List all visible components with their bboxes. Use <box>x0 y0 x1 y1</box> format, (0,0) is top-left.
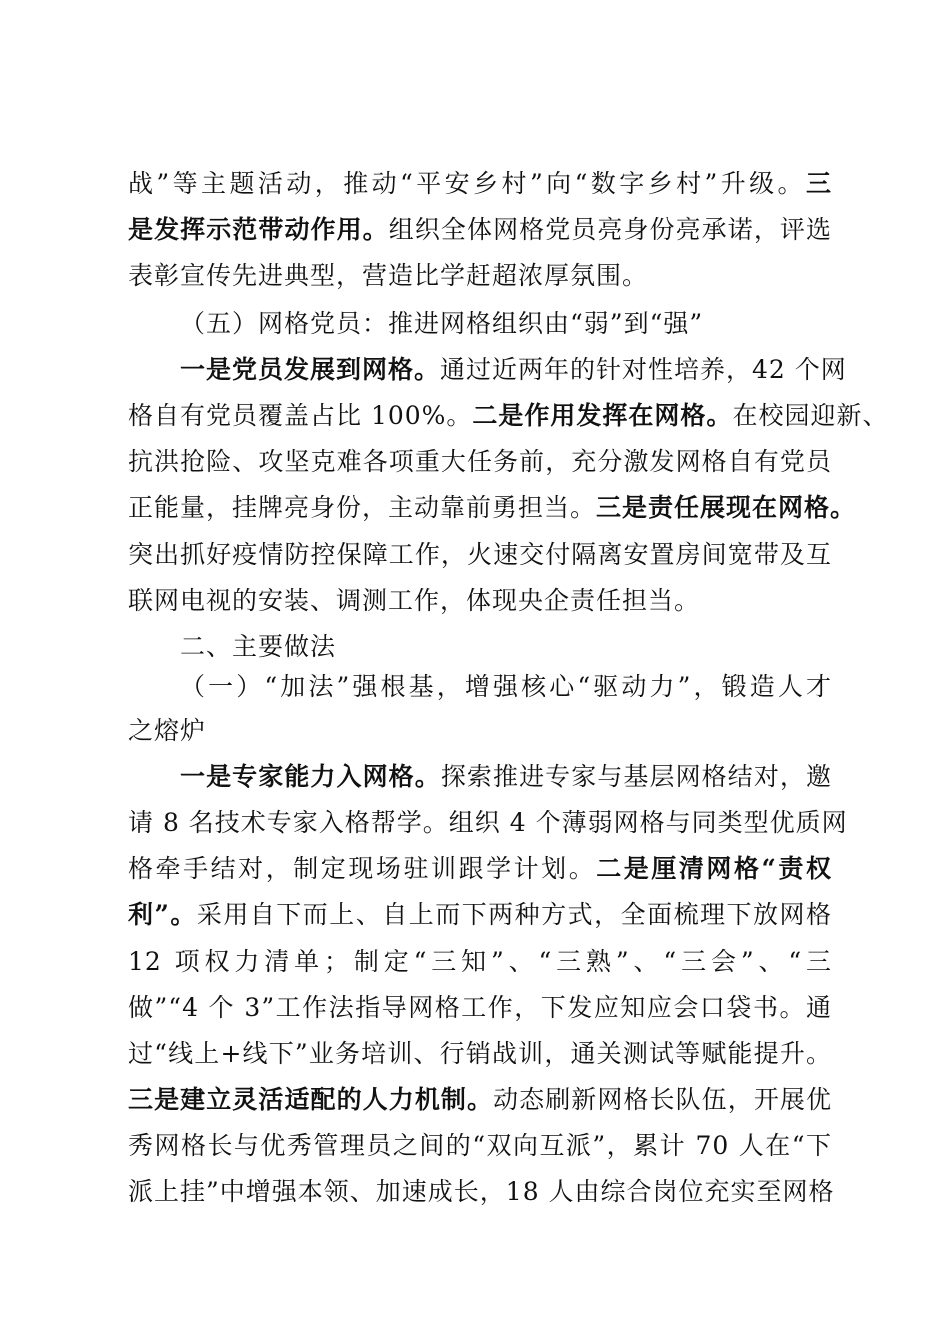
text-line <box>180 625 832 669</box>
text-run: 过“线上+线下”业务培训、行销战训，通关测试等赋能提升。 <box>128 1039 832 1068</box>
text-line <box>128 940 832 984</box>
text-line <box>128 162 832 206</box>
text-run: 12 项权力清单；制定“三知”、“三熟”、“三会”、“三 <box>128 947 832 976</box>
text-run: 二、主要做法 <box>180 632 337 661</box>
text-run: 探索推进专家与基层网格结对，邀 <box>440 762 832 791</box>
text-line <box>128 254 832 298</box>
text-run: 在校园迎新、 <box>732 401 889 430</box>
bold-text-run: 三是责任展现在网格。 <box>596 493 857 522</box>
text-line <box>128 1078 832 1122</box>
text-run: 战”等主题活动，推动“平安乡村”向“数字乡村”升级。 <box>128 169 806 198</box>
text-line <box>128 486 857 530</box>
text-line <box>180 302 832 346</box>
text-run: 之熔炉 <box>128 716 207 745</box>
text-run: 做”“4 个 3”工作法指导网格工作，下发应知应会口袋书。通 <box>128 993 832 1022</box>
text-run: 通过近两年的针对性培养，42 个网 <box>440 355 847 384</box>
text-line <box>128 709 832 753</box>
text-run: （五）网格党员：推进网格组织由“弱”到“强” <box>180 309 704 338</box>
text-run: （一）“加法”强根基，增强核心“驱动力”，锻造人才 <box>180 672 832 701</box>
bold-text-run: 三是建立灵活适配的人力机制。 <box>128 1085 494 1114</box>
text-line <box>128 1124 832 1168</box>
text-run: 格自有党员覆盖占比 100%。 <box>128 401 473 430</box>
text-line <box>180 665 832 709</box>
text-line <box>128 208 832 252</box>
text-line <box>128 893 832 937</box>
text-line <box>128 801 848 845</box>
bold-text-run: 是发挥示范带动作用。 <box>128 215 389 244</box>
text-line <box>128 1170 835 1214</box>
text-run: 秀网格长与优秀管理员之间的“双向互派”，累计 70 人在“下 <box>128 1131 832 1160</box>
bold-text-run: 利”。 <box>128 900 197 929</box>
bold-text-run: 三 <box>805 169 832 198</box>
text-run: 派上挂”中增强本领、加速成长，18 人由综合岗位充实至网格 <box>128 1177 835 1206</box>
text-run: 抗洪抢险、攻坚克难各项重大任务前，充分激发网格自有党员 <box>128 447 832 476</box>
text-run: 请 8 名技术专家入格帮学。组织 4 个薄弱网格与同类型优质网 <box>128 808 848 837</box>
text-run: 采用自下而上、自上而下两种方式，全面梳理下放网格 <box>196 900 832 929</box>
text-line <box>128 533 832 577</box>
text-line <box>128 986 832 1030</box>
text-run: 联网电视的安装、调测工作，体现央企责任担当。 <box>128 586 701 615</box>
text-line <box>128 440 832 484</box>
text-run: 正能量，挂牌亮身份，主动靠前勇担当。 <box>128 493 597 522</box>
text-run: 动态刷新网格长队伍，开展优 <box>493 1085 832 1114</box>
text-run: 突出抓好疫情防控保障工作，火速交付隔离安置房间宽带及互 <box>128 540 832 569</box>
bold-text-run: 二是厘清网格“责权 <box>596 854 832 883</box>
bold-text-run: 二是作用发挥在网格。 <box>472 401 733 430</box>
text-run: 表彰宣传先进典型，营造比学赶超浓厚氛围。 <box>128 261 649 290</box>
bold-text-run: 一是专家能力入网格。 <box>180 762 441 791</box>
text-line <box>128 1032 832 1076</box>
text-line <box>128 579 832 623</box>
bold-text-run: 一是党员发展到网格。 <box>180 355 441 384</box>
text-line <box>180 755 832 799</box>
text-line <box>180 348 847 392</box>
text-line <box>128 394 889 438</box>
text-run: 格牵手结对，制定现场驻训跟学计划。 <box>128 854 597 883</box>
text-line <box>128 847 832 891</box>
text-run: 组织全体网格党员亮身份亮承诺，评选 <box>388 215 832 244</box>
